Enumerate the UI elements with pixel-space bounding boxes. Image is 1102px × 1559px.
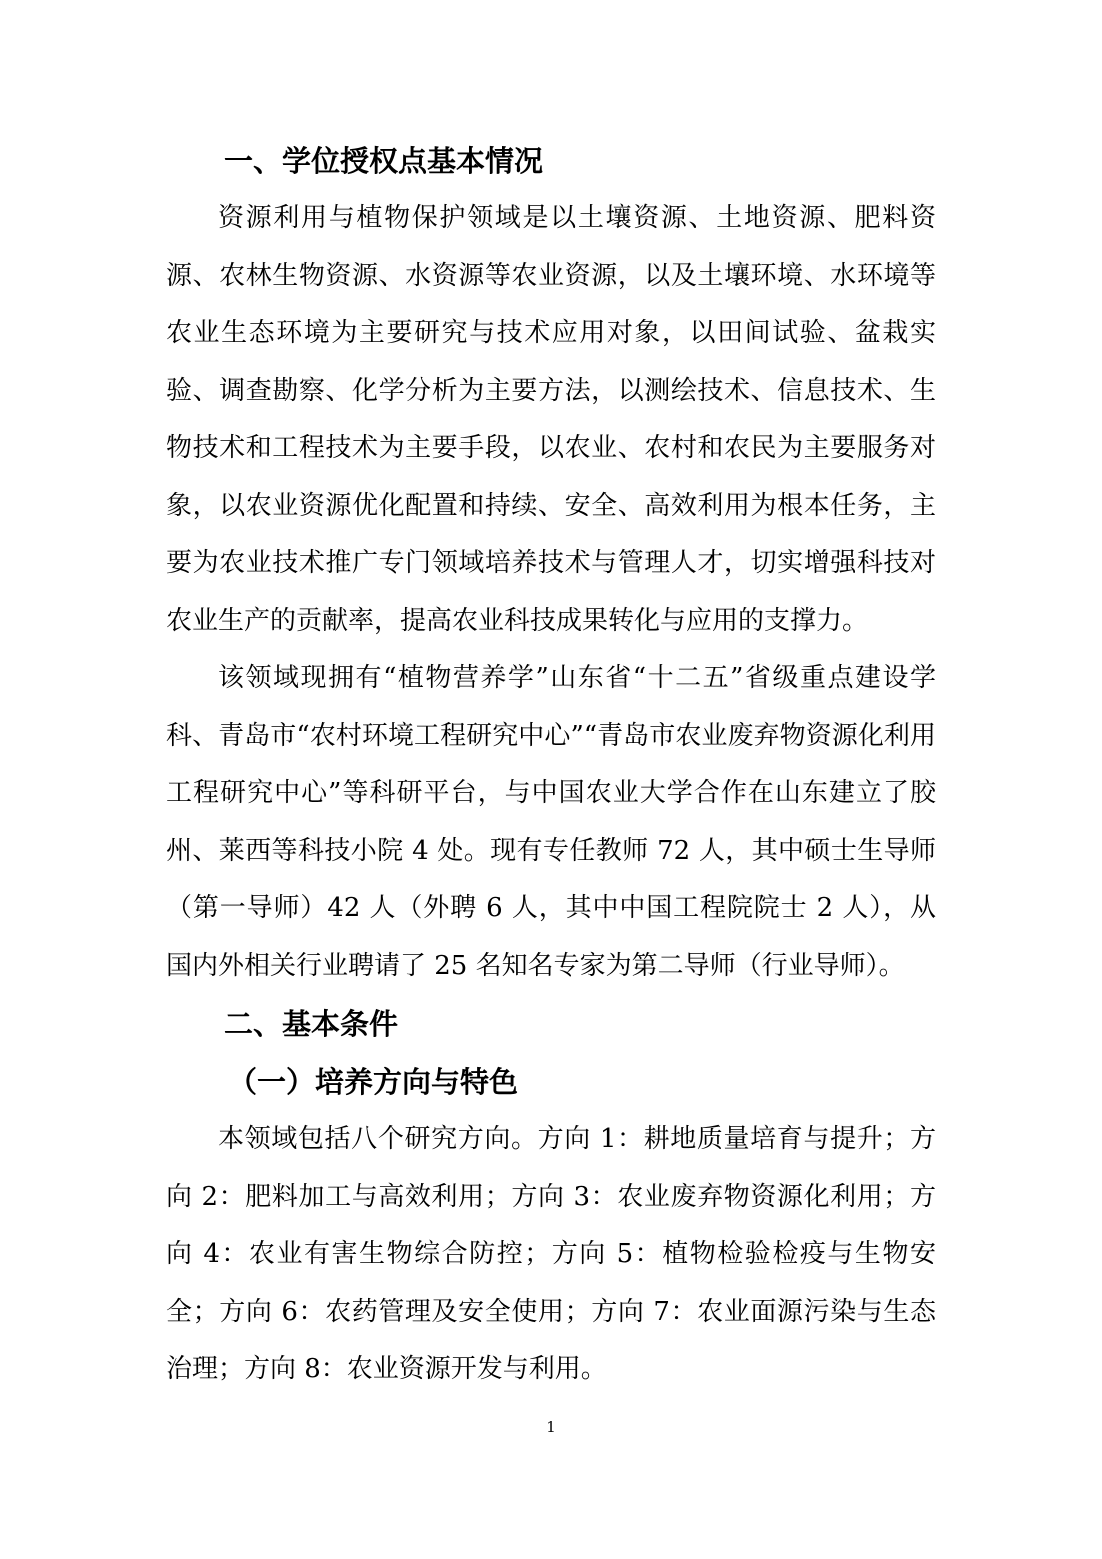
paragraph-platforms-and-faculty: 该领域现拥有“植物营养学”山东省“十二五”省级重点建设学科、青岛市“农村环境工程研究中心”“青岛市农业废弃物资源化利用工程研究中心”等科研平台，与中国农业大学合作在山东建立了胶州、莱西等科技小院 4 处。现有专任教师 72 人，其中硕士生导师（第一导师）42 人（外聘 6 人，其中中国工程院院士 2 人），从国内外相关行业聘请了 25 名知名专家为第二导师（行业导师）。 bbox=[166, 663, 936, 981]
section-heading-basic-info: 一、学位授权点基本情况 bbox=[224, 144, 544, 178]
section-heading-basic-conditions: 二、基本条件 bbox=[224, 1007, 399, 1041]
paragraph-field-overview: 资源利用与植物保护领域是以土壤资源、土地资源、肥料资源、农林生物资源、水资源等农业资源，以及土壤环境、水环境等农业生态环境为主要研究与技术应用对象，以田间试验、盆栽实验、调查勘察、化学分析为主要方法，以测绘技术、信息技术、生物技术和工程技术为主要手段，以农业、农村和农民为主要服务对象，以农业资源优化配置和持续、安全、高效利用为根本任务，主要为农业技术推广专门领域培养技术与管理人才，切实增强科技对农业生产的贡献率，提高农业科技成果转化与应用的支撑力。 bbox=[166, 203, 936, 636]
page-content bbox=[166, 132, 936, 1399]
subsection-heading-directions: （一）培养方向与特色 bbox=[228, 1065, 519, 1099]
page-number: 1 bbox=[546, 1418, 556, 1436]
paragraph-research-directions: 本领域包括八个研究方向。方向 1：耕地质量培育与提升；方向 2：肥料加工与高效利用；方向 3：农业废弃物资源化利用；方向 4：农业有害生物综合防控；方向 5：植物检验检疫与生物安全；方向 6：农药管理及安全使用；方向 7：农业面源污染与生态治理；方向 8：农业资源开发与利用。 bbox=[166, 1124, 936, 1384]
